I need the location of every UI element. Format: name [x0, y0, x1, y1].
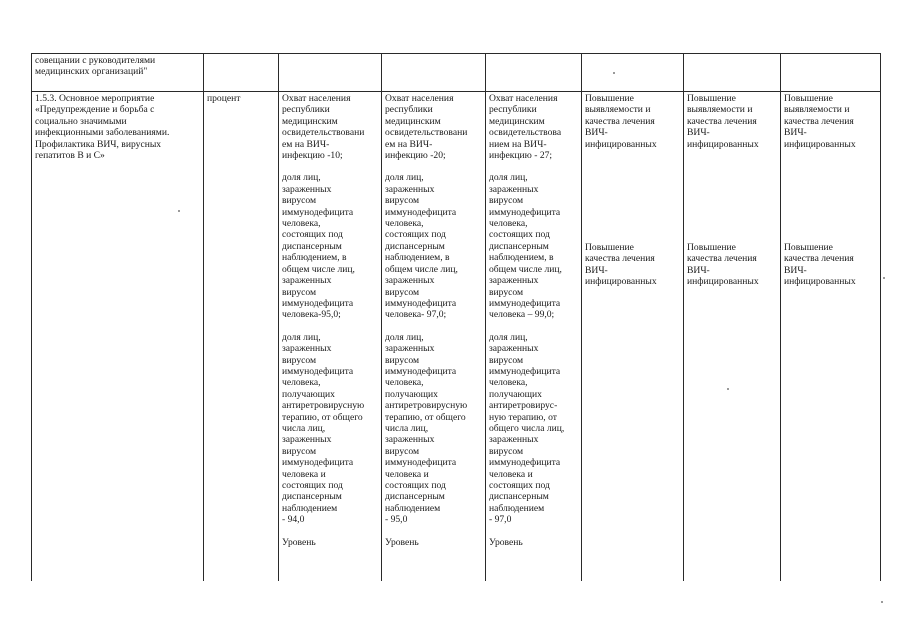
outcome-detection-text: Повышение выявляемости и качества лечения ВИЧ- инфицированных [687, 93, 759, 150]
indicator-therapy-text: доля лиц, зараженных вирусом иммунодефицита человека, получающих антиретровирус- ную терапию, от общего числа лиц, зараженных вирусом иммунодефицита человека и состоящих под диспансерным наблюдением - 97,0 [489, 331, 565, 526]
table-cell [204, 54, 279, 92]
measure-title-text: 1.5.3. Основное мероприятие «Предупреждение и борьба с социально значимыми инфекционными заболеваниями. Профилактика ВИЧ, вирусных гепатитов В и С» [35, 93, 170, 162]
table-cell [32, 54, 204, 92]
table-cell [486, 54, 582, 92]
table-cell [279, 92, 382, 582]
indicator-dispensary-text: доля лиц, зараженных вирусом иммунодефицита человека, состоящих под диспансерным наблюдением, в общем числе лиц, зараженных вирусом иммунодефицита человека-95,0; [282, 172, 355, 321]
table-cell [582, 54, 684, 92]
outcome-treatment-text: Повышение качества лечения ВИЧ- инфицированных [784, 242, 856, 288]
table-cell [781, 92, 881, 582]
table-cell [382, 92, 486, 582]
outcome-detection-text: Повышение выявляемости и качества лечения ВИЧ- инфицированных [784, 93, 856, 150]
scan-speck [883, 277, 885, 279]
indicator-dispensary-text: доля лиц, зараженных вирусом иммунодефицита человека, состоящих под диспансерным наблюдением, в общем числе лиц, зараженных вирусом иммунодефицита человека- 97,0; [385, 172, 458, 321]
table-cell [486, 92, 582, 582]
table-cell [684, 54, 781, 92]
indicator-therapy-text: доля лиц, зараженных вирусом иммунодефицита человека, получающих антиретровирусную терапию, от общего числа лиц, зараженных вирусом иммунодефицита человека и состоящих под диспансерным наблюдением - 94,0 [282, 331, 365, 526]
table-cell [582, 92, 684, 582]
scan-speck [727, 388, 729, 390]
unit-text: процент [207, 93, 241, 104]
table-cell [204, 92, 279, 582]
measures-table [31, 53, 881, 581]
scan-speck [178, 210, 180, 212]
table-row [32, 92, 881, 582]
indicator-therapy-text: доля лиц, зараженных вирусом иммунодефицита человека, получающих антиретровирусную терапию, от общего числа лиц, зараженных вирусом иммунодефицита человека и состоящих под диспансерным наблюдением - 95,0 [385, 331, 468, 526]
indicator-dispensary-text: доля лиц, зараженных вирусом иммунодефицита человека, состоящих под диспансерным наблюдением, в общем числе лиц, зараженных вирусом иммунодефицита человека – 99,0; [489, 172, 562, 321]
table-cell [279, 54, 382, 92]
indicator-coverage-text: Охват населения республики медицинским освидетельствова нием на ВИЧ- инфекцию - 27; [489, 93, 562, 162]
indicator-level-text: Уровень [282, 536, 316, 548]
measure-note-text: совещании с руководителями медицинских организаций" [35, 55, 156, 78]
table-cell [382, 54, 486, 92]
scan-speck [613, 72, 615, 74]
table-row [32, 54, 881, 92]
indicator-coverage-text: Охват населения республики медицинским освидетельствовани ем на ВИЧ- инфекцию -20; [385, 93, 468, 162]
table-cell [781, 54, 881, 92]
indicator-level-text: Уровень [489, 536, 523, 548]
outcome-treatment-text: Повышение качества лечения ВИЧ- инфицированных [585, 242, 657, 288]
table-cell [684, 92, 781, 582]
indicator-coverage-text: Охват населения республики медицинским освидетельствовани ем на ВИЧ- инфекцию -10; [282, 93, 365, 162]
table-cell [32, 92, 204, 582]
outcome-treatment-text: Повышение качества лечения ВИЧ- инфицированных [687, 242, 759, 288]
indicator-level-text: Уровень [385, 536, 419, 548]
outcome-detection-text: Повышение выявляемости и качества лечения ВИЧ- инфицированных [585, 93, 657, 150]
scan-speck [881, 601, 883, 603]
